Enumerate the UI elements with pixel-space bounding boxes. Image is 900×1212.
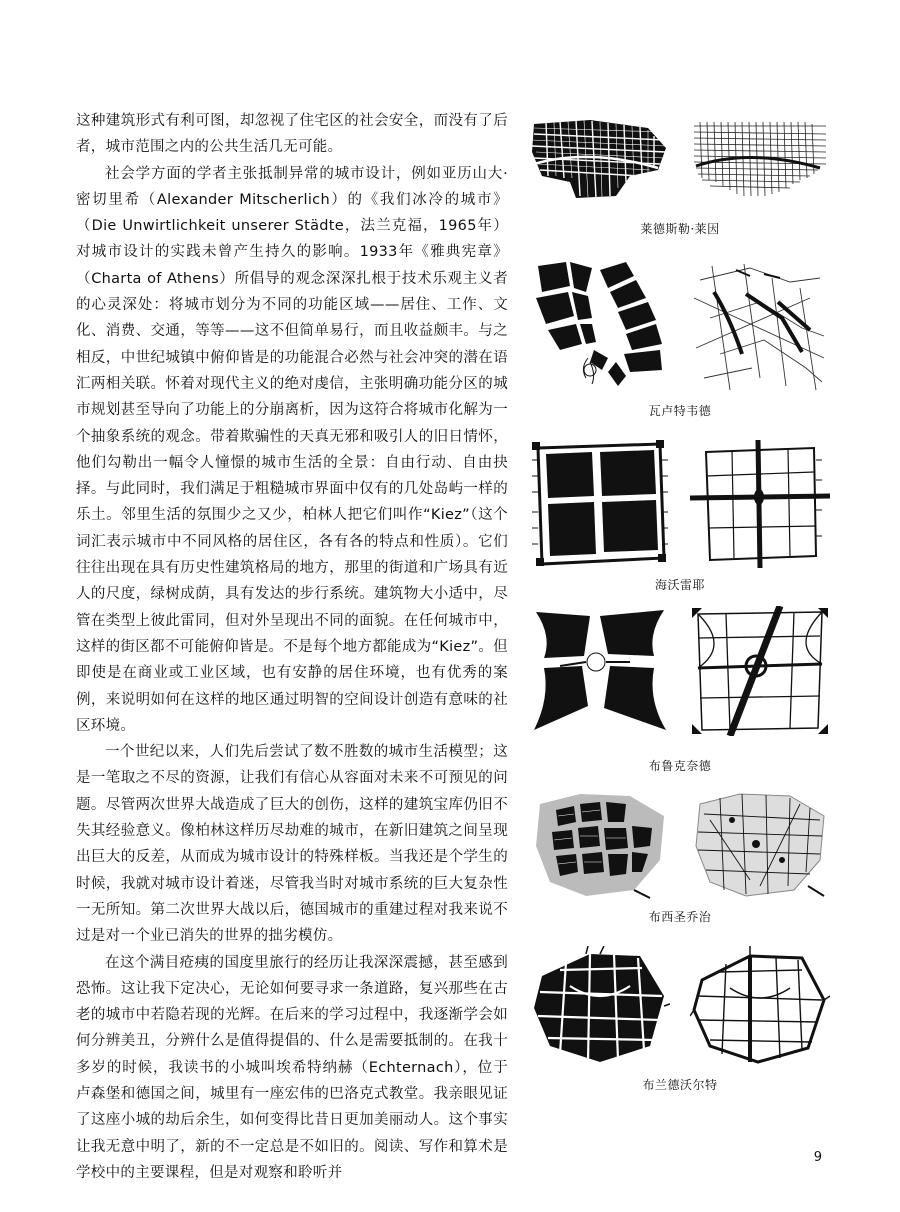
street-network-plan: [690, 440, 830, 568]
street-network-plan: [690, 118, 830, 200]
page-number: 9: [813, 1150, 822, 1165]
figure-caption: 海沃雷耶: [654, 578, 705, 592]
figure-caption: 莱德斯勒·莱因: [640, 222, 720, 236]
figure-ground-plan: [530, 790, 670, 900]
figure-pair: [530, 118, 830, 200]
figure-pair: [530, 946, 830, 1066]
figure-caption: 布鲁克奈德: [648, 759, 712, 773]
paragraph: 社会学方面的学者主张抵制异常的城市设计，例如亚历山大·密切里希（Alexander Mitscherlich）的《我们冰冷的城市》（Die Unwirtlichkeit unserer Städte，法兰克福，1965年）对城市设计的实践未曾产生持久的影响。1933年《雅典宪章》（Charta of Athens）所倡导的观念深深扎根于技术乐观主义者的心灵深处：将城市划分为不同的功能区域——居住、工作、文化、消费、交通，等等——这不但简单易行，而且收益颇丰。与之相反，中世纪城镇中俯仰皆是的功能混合必然与社会冲突的潜在语汇两相关联。怀着对现代主义的绝对虔信，主张明确功能分区的城市规划甚至导向了功能上的分崩离析，因为这符合将城市化解为一个抽象系统的观念。带着欺骗性的天真无邪和吸引人的旧日情怀，他们勾勒出一幅令人憧憬的城市生活的全景：自由行动、自由抉择。与此同时，我们满足于粗糙城市界面中仅有的几处岛屿一样的乐土。邻里生活的氛围少之又少，柏林人把它们叫作“Kiez”（这个词汇表示城市中不同风格的居住区，各有各的特点和性质）。它们往往出现在具有历史性建筑格局的地方，那里的街道和广场具有近人的尺度，绿树成荫，具有发达的步行系统。建筑物大小适中，尽管在类型上彼此雷同，但对外呈现出不同的面貌。在任何城市中，这样的街区都不可能俯仰皆是。不是每个地方都能成为“Kiez”。但即使是在商业或工业区域，也有安静的居住环境，也有优秀的案例，来说明如何在这样的地区通过明智的空间设计创造有意味的社区环境。: [76, 165, 508, 734]
figure-caption: 布兰德沃尔特: [642, 1078, 718, 1092]
paragraph: 在这个满目疮痍的国度里旅行的经历让我深深震撼，甚至感到恐怖。这让我下定决心，无论如何要寻求一条道路，复兴那些在古老的城市中若隐若现的光辉。在后来的学习过程中，我逐渐学会如何分辨美丑，分辨什么是值得提倡的、什么是需要抵制的。在我十多岁的时候，我读书的小城叫埃希特纳赫（Echternach），位于卢森堡和德国之间，城里有一座宏伟的巴洛克式教堂。我亲眼见证了这座小城的劫后余生，如何变得比昔日更加美丽动人。这个事实让我无意中明了，新的不一定总是不如旧的。阅读、写作和算术是学校中的主要课程，但是对观察和聆听并: [76, 954, 508, 1181]
figure-ground-plan: [530, 606, 670, 736]
figure-caption: 布西圣乔治: [648, 910, 712, 924]
figure-ground-plan: [530, 440, 670, 568]
paragraph: 这种建筑形式有利可图，却忽视了住宅区的社会安全，而没有了后者，城市范围之内的公共生活几无可能。: [76, 113, 508, 156]
figure-pair: [530, 258, 830, 398]
street-network-plan: [690, 606, 830, 736]
figure-ground-plan: [530, 118, 670, 200]
figure-pair: [530, 790, 830, 900]
figure-pair: [530, 606, 830, 736]
street-network-plan: [690, 790, 830, 900]
street-network-plan: [690, 258, 830, 398]
street-network-plan: [690, 946, 830, 1066]
figure-caption: 瓦卢特韦德: [648, 404, 712, 418]
paragraph: 一个世纪以来，人们先后尝试了数不胜数的城市生活模型；这是一笔取之不尽的资源，让我们有信心从容面对未来不可预见的问题。尽管两次世界大战造成了巨大的创伤，这样的建筑宝库仍旧不失其经验意义。像柏林这样历尽劫难的城市，在新旧建筑之间呈现出巨大的反差，从而成为城市设计的特殊样板。当我还是个学生的时候，我就对城市设计着迷，尽管我当时对城市系统的巨大复杂性一无所知。第二次世界大战以后，德国城市的重建过程对我来说不过是对一个业已消失的世界的拙劣模仿。: [76, 744, 508, 945]
figure-ground-plan: [530, 946, 670, 1066]
figure-pair: [530, 440, 830, 568]
figure-ground-plan: [530, 258, 670, 398]
figure-column: [530, 0, 830, 1212]
body-text: [76, 108, 508, 1186]
